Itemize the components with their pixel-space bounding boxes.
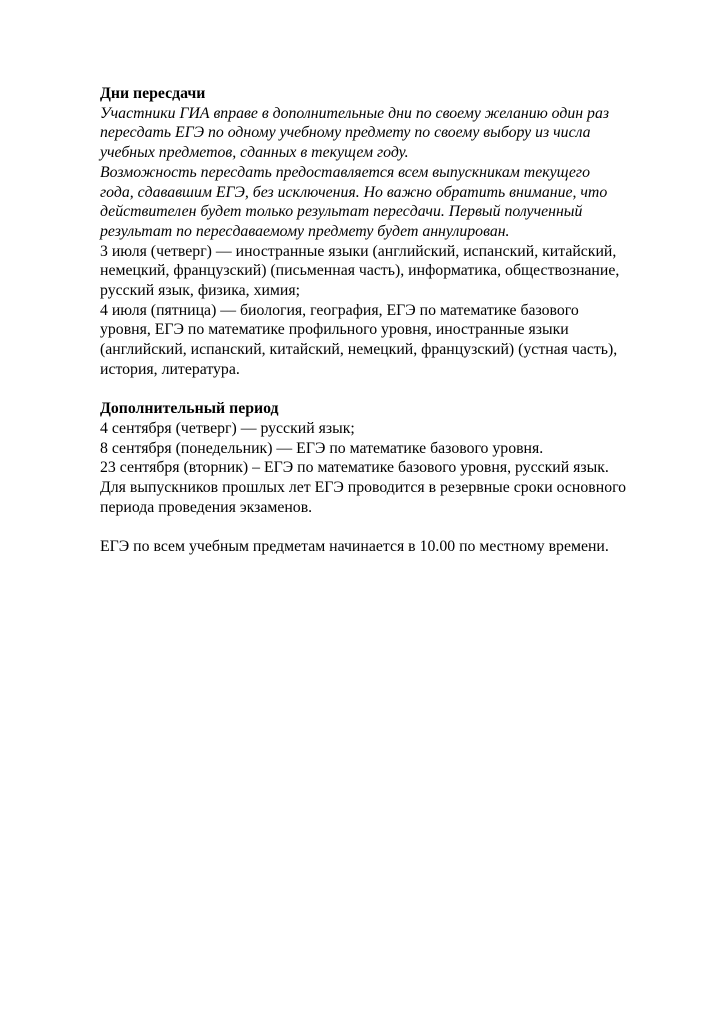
text-line-july-3: 3 июля (четверг) — иностранные языки (английский, испанский, китайский, <box>100 242 617 260</box>
text-line: года, сдававшим ЕГЭ, без исключения. Но важно обратить внимание, что <box>100 183 608 201</box>
text-line-september-4: 4 сентября (четверг) — русский язык; <box>100 419 355 437</box>
heading-retake-days: Дни пересдачи <box>100 85 206 102</box>
text-line-start-time: ЕГЭ по всем учебным предметам начинается в 10.00 по местному времени. <box>100 538 609 556</box>
text-line: (английский, испанский, китайский, немецкий, французский) (устная часть), <box>100 341 618 359</box>
text-line: пересдать ЕГЭ по одному учебному предмету по своему выбору из числа <box>100 124 591 142</box>
text-line: русский язык, физика, химия; <box>100 282 301 300</box>
text-line: история, литература. <box>100 360 240 378</box>
text-line-september-8: 8 сентября (понедельник) — ЕГЭ по математике базового уровня. <box>100 439 544 457</box>
blank-line <box>100 517 680 537</box>
text-line: Возможность пересдать предоставляется всем выпускникам текущего <box>100 163 590 181</box>
document-text-block <box>100 84 680 557</box>
text-line: немецкий, французский) (письменная часть), информатика, обществознание, <box>100 262 620 280</box>
text-line: результат по пересдаваемому предмету будет аннулирован. <box>100 222 510 240</box>
text-line: периода проведения экзаменов. <box>100 498 313 516</box>
text-line: действителен будет только результат пересдачи. Первый полученный <box>100 203 583 221</box>
text-line: уровня, ЕГЭ по математике профильного уровня, иностранные языки <box>100 321 569 339</box>
text-line: Для выпускников прошлых лет ЕГЭ проводится в резервные сроки основного <box>100 479 627 497</box>
heading-additional-period: Дополнительный период <box>100 400 279 418</box>
text-line-july-4: 4 июля (пятница) — биология, география, ЕГЭ по математике базового <box>100 301 579 319</box>
text-line: Участники ГИА вправе в дополнительные дни по своему желанию один раз <box>100 104 610 122</box>
text-line-september-23: 23 сентября (вторник) – ЕГЭ по математике базового уровня, русский язык. <box>100 459 609 477</box>
text-line: учебных предметов, сданных в текущем году. <box>100 144 409 162</box>
blank-line <box>100 380 680 400</box>
